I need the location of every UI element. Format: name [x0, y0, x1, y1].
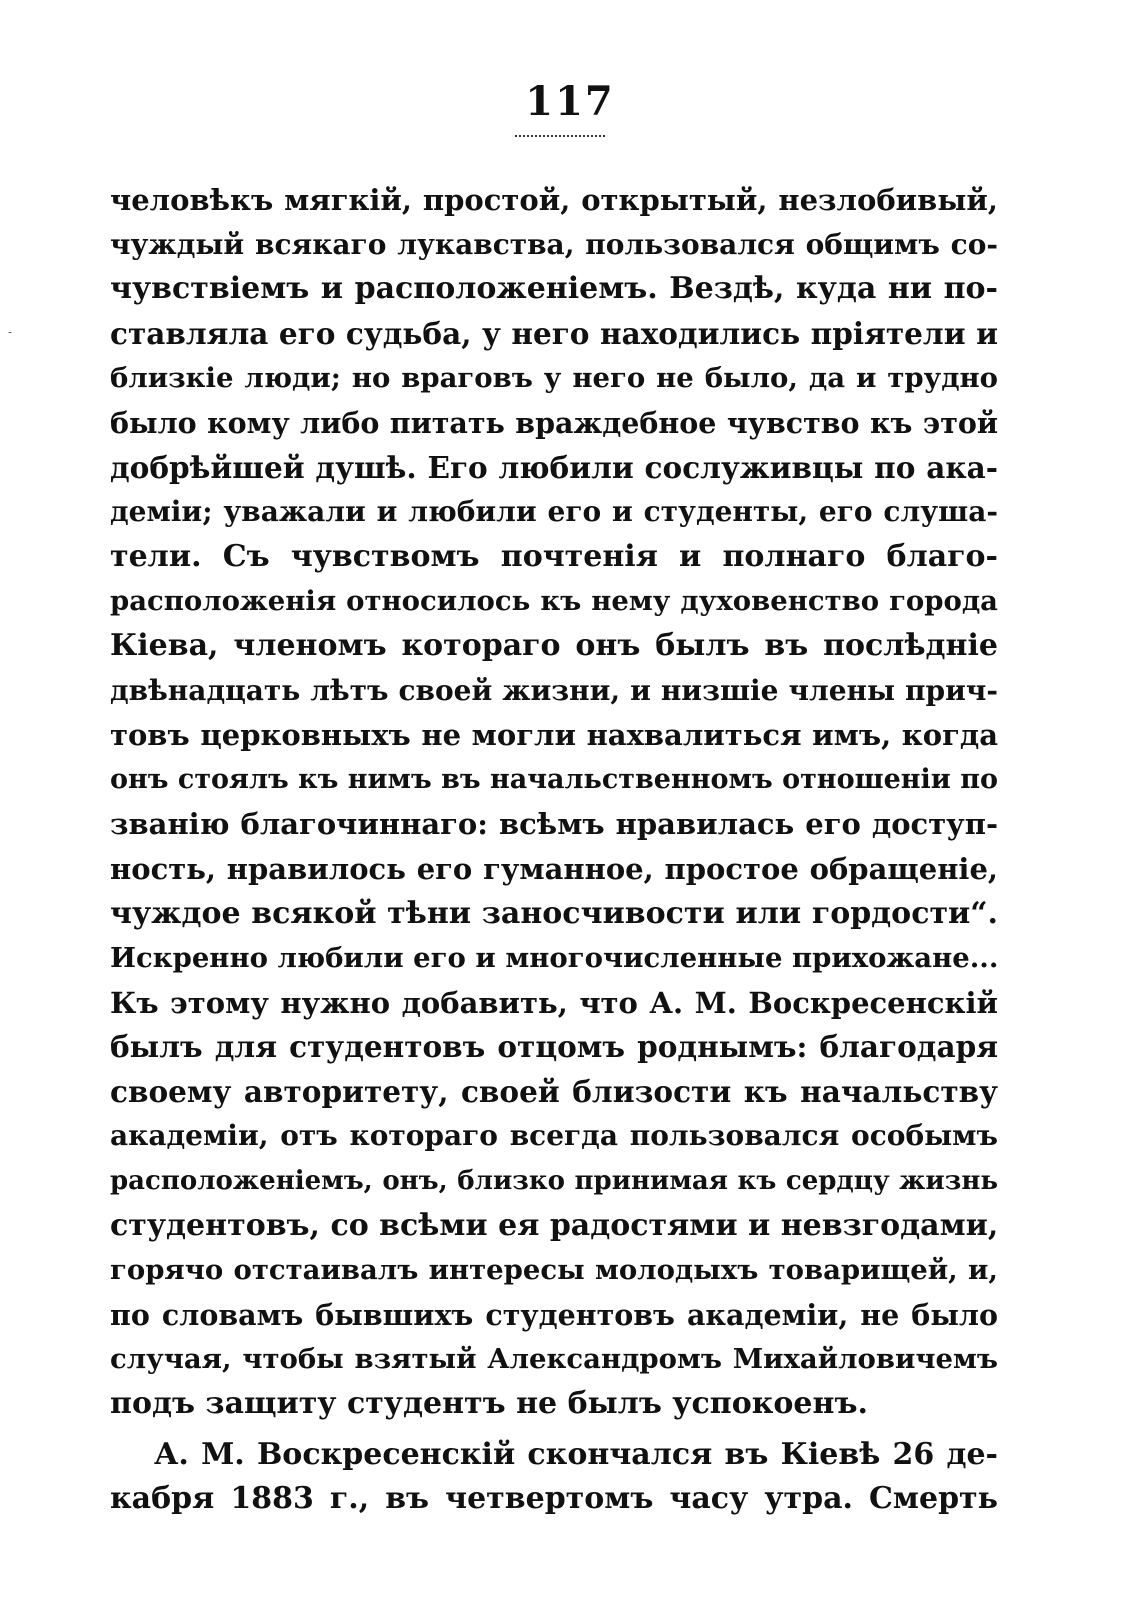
text-line: чуждое всякой тѣни заносчивости или гордости“. [110, 895, 998, 931]
text-line: званію благочиннаго: всѣмъ нравилась его доступ- [110, 807, 998, 842]
text-line: чуждый всякаго лукавства, пользовался общимъ со- [110, 227, 998, 261]
text-line: по словамъ бывшихъ студентовъ академіи, не было [110, 1297, 998, 1332]
text-line: человѣкъ мягкій, простой, открытый, незлобивый, [110, 183, 998, 217]
text-line: товъ церковныхъ не могли нахвалиться имъ, когда [110, 718, 998, 753]
text-line: А. М. Воскресенскій скончался въ Кіевѣ 26 де- [154, 1436, 998, 1472]
text-line: академіи, отъ котораго всегда пользовался особымъ [110, 1119, 998, 1153]
text-line: былъ для студентовъ отцомъ роднымъ: благодаря [110, 1029, 998, 1065]
text-line: добрѣйшей душѣ. Его любили сослуживцы по ака- [110, 449, 998, 485]
text-line: студентовъ, со всѣми ея радостями и невзгодами, [110, 1207, 998, 1243]
text-line: Къ этому нужно добавить, что А. М. Воскресенскій [110, 985, 998, 1020]
page-number-rule [515, 135, 605, 137]
text-line: ставляла его судьба, у него находились пріятели и [110, 315, 998, 351]
text-line: тели. Съ чувствомъ почтенія и полнаго благо- [110, 538, 998, 574]
text-line: своему авторитету, своей близости къ начальству [110, 1073, 998, 1109]
body-text [110, 178, 998, 1522]
text-line: ность, нравилось его гуманное, простое обращеніе, [110, 851, 998, 886]
text-line: двѣнадцать лѣтъ своей жизни, и низшіе члены прич- [110, 673, 998, 707]
text-line: подъ защиту студентъ не былъ успокоенъ. [110, 1386, 868, 1422]
text-line: случая, чтобы взятый Александромъ Михайловичемъ [110, 1343, 998, 1376]
text-line: Искренно любили его и многочисленные прихожане... [110, 942, 998, 975]
text-line: деміи; уважали и любили его и студенты, его слуша- [110, 495, 998, 529]
text-line: близкіе люди; но враговъ у него не было, да и трудно [110, 362, 998, 395]
margin-mark: ‐ [8, 325, 13, 339]
paragraph-1 [110, 178, 998, 1427]
text-line: чувствіемъ и расположеніемъ. Вездѣ, куда ни по- [110, 271, 998, 307]
text-line: Кіева, членомъ котораго онъ былъ въ послѣдніе [110, 627, 998, 663]
text-line: кабря 1883 г., въ четвертомъ часу утра. Смерть [110, 1481, 998, 1517]
paragraph-2 [110, 1433, 998, 1522]
text-line: расположенія относилось къ нему духовенство города [110, 585, 998, 618]
text-line: было кому либо питать враждебное чувство къ этой [110, 405, 998, 440]
text-line: горячо отстаивалъ интересы молодыхъ товарищей, и, [110, 1254, 998, 1287]
text-line: онъ стоялъ къ нимъ въ начальственномъ отношеніи по [110, 763, 998, 795]
text-line: расположеніемъ, онъ, близко принимая къ сердцу жизнь [110, 1166, 998, 1197]
page-number: 117 [525, 78, 615, 125]
